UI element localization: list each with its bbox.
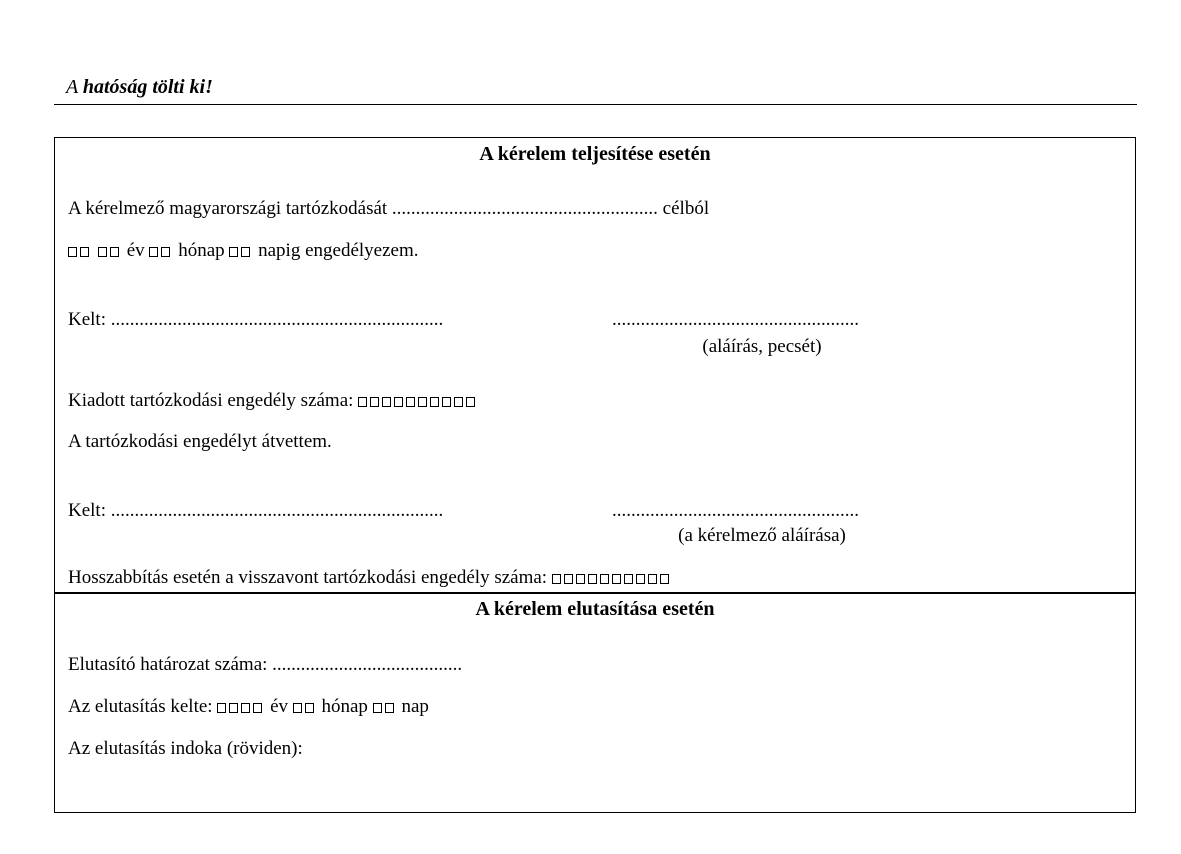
revoked-permit-number-boxes[interactable] [552,567,672,589]
signature-field-2[interactable]: .................................................... [612,500,859,521]
stay-purpose-field[interactable]: ........................................................ [391,198,658,219]
decision-number-field[interactable]: ........................................ [272,654,463,675]
stay-line-end: célból [662,198,710,219]
period-month-boxes[interactable] [149,240,173,262]
extension-line [68,567,672,589]
rejection-date-line [68,696,429,718]
extension-label: Hosszabbítás esetén a visszavont tartózkodási engedély száma: [68,567,548,588]
rejection-ev-label: év [270,696,288,717]
received-line: A tartózkodási engedélyt átvettem. [68,431,332,452]
period-honap-label: hónap [178,240,225,261]
rejection-title: A kérelem elutasítása esetén [475,598,715,620]
decision-number-label: Elutasító határozat száma: [68,654,268,675]
permit-number-label: Kiadott tartózkodási engedély száma: [68,390,354,411]
kelt-line-2 [68,500,443,522]
kelt-label-2: Kelt: [68,500,106,521]
signature-caption-1: (aláírás, pecsét) [702,336,822,357]
stay-line-start: A kérelmező magyarországi tartózkodását [68,198,388,219]
decision-number-line [68,654,462,676]
period-ev-label: év [126,240,145,261]
section-divider [54,592,1136,594]
kelt-line-1 [68,309,443,331]
rejection-year-boxes[interactable] [217,696,265,718]
authority-note-prefix: A [66,76,83,98]
period-end-label: napig engedélyezem. [258,240,419,261]
rejection-day-boxes[interactable] [373,696,397,718]
signature-caption-2: (a kérelmező aláírása) [678,525,846,546]
rejection-honap-label: hónap [321,696,368,717]
period-line [68,240,419,262]
period-year-boxes[interactable] [68,240,122,262]
authority-note-bold: hatóság tölti ki! [82,76,213,98]
approval-title: A kérelem teljesítése esetén [479,143,711,165]
rejection-reason-label: Az elutasítás indoka (röviden): [68,738,303,759]
authority-note [66,76,213,99]
period-day-boxes[interactable] [229,240,253,262]
signature-field-1[interactable]: .................................................... [612,309,859,330]
permit-number-line [68,390,478,412]
stay-line [68,198,709,220]
kelt-label-1: Kelt: [68,309,106,330]
permit-number-boxes[interactable] [358,390,478,412]
rejection-date-label: Az elutasítás kelte: [68,696,213,717]
kelt-date-field-2[interactable]: ...................................................................... [110,500,444,521]
rejection-nap-label: nap [401,696,429,717]
rejection-month-boxes[interactable] [293,696,317,718]
header-rule [54,104,1137,105]
kelt-date-field-1[interactable]: ...................................................................... [110,309,444,330]
